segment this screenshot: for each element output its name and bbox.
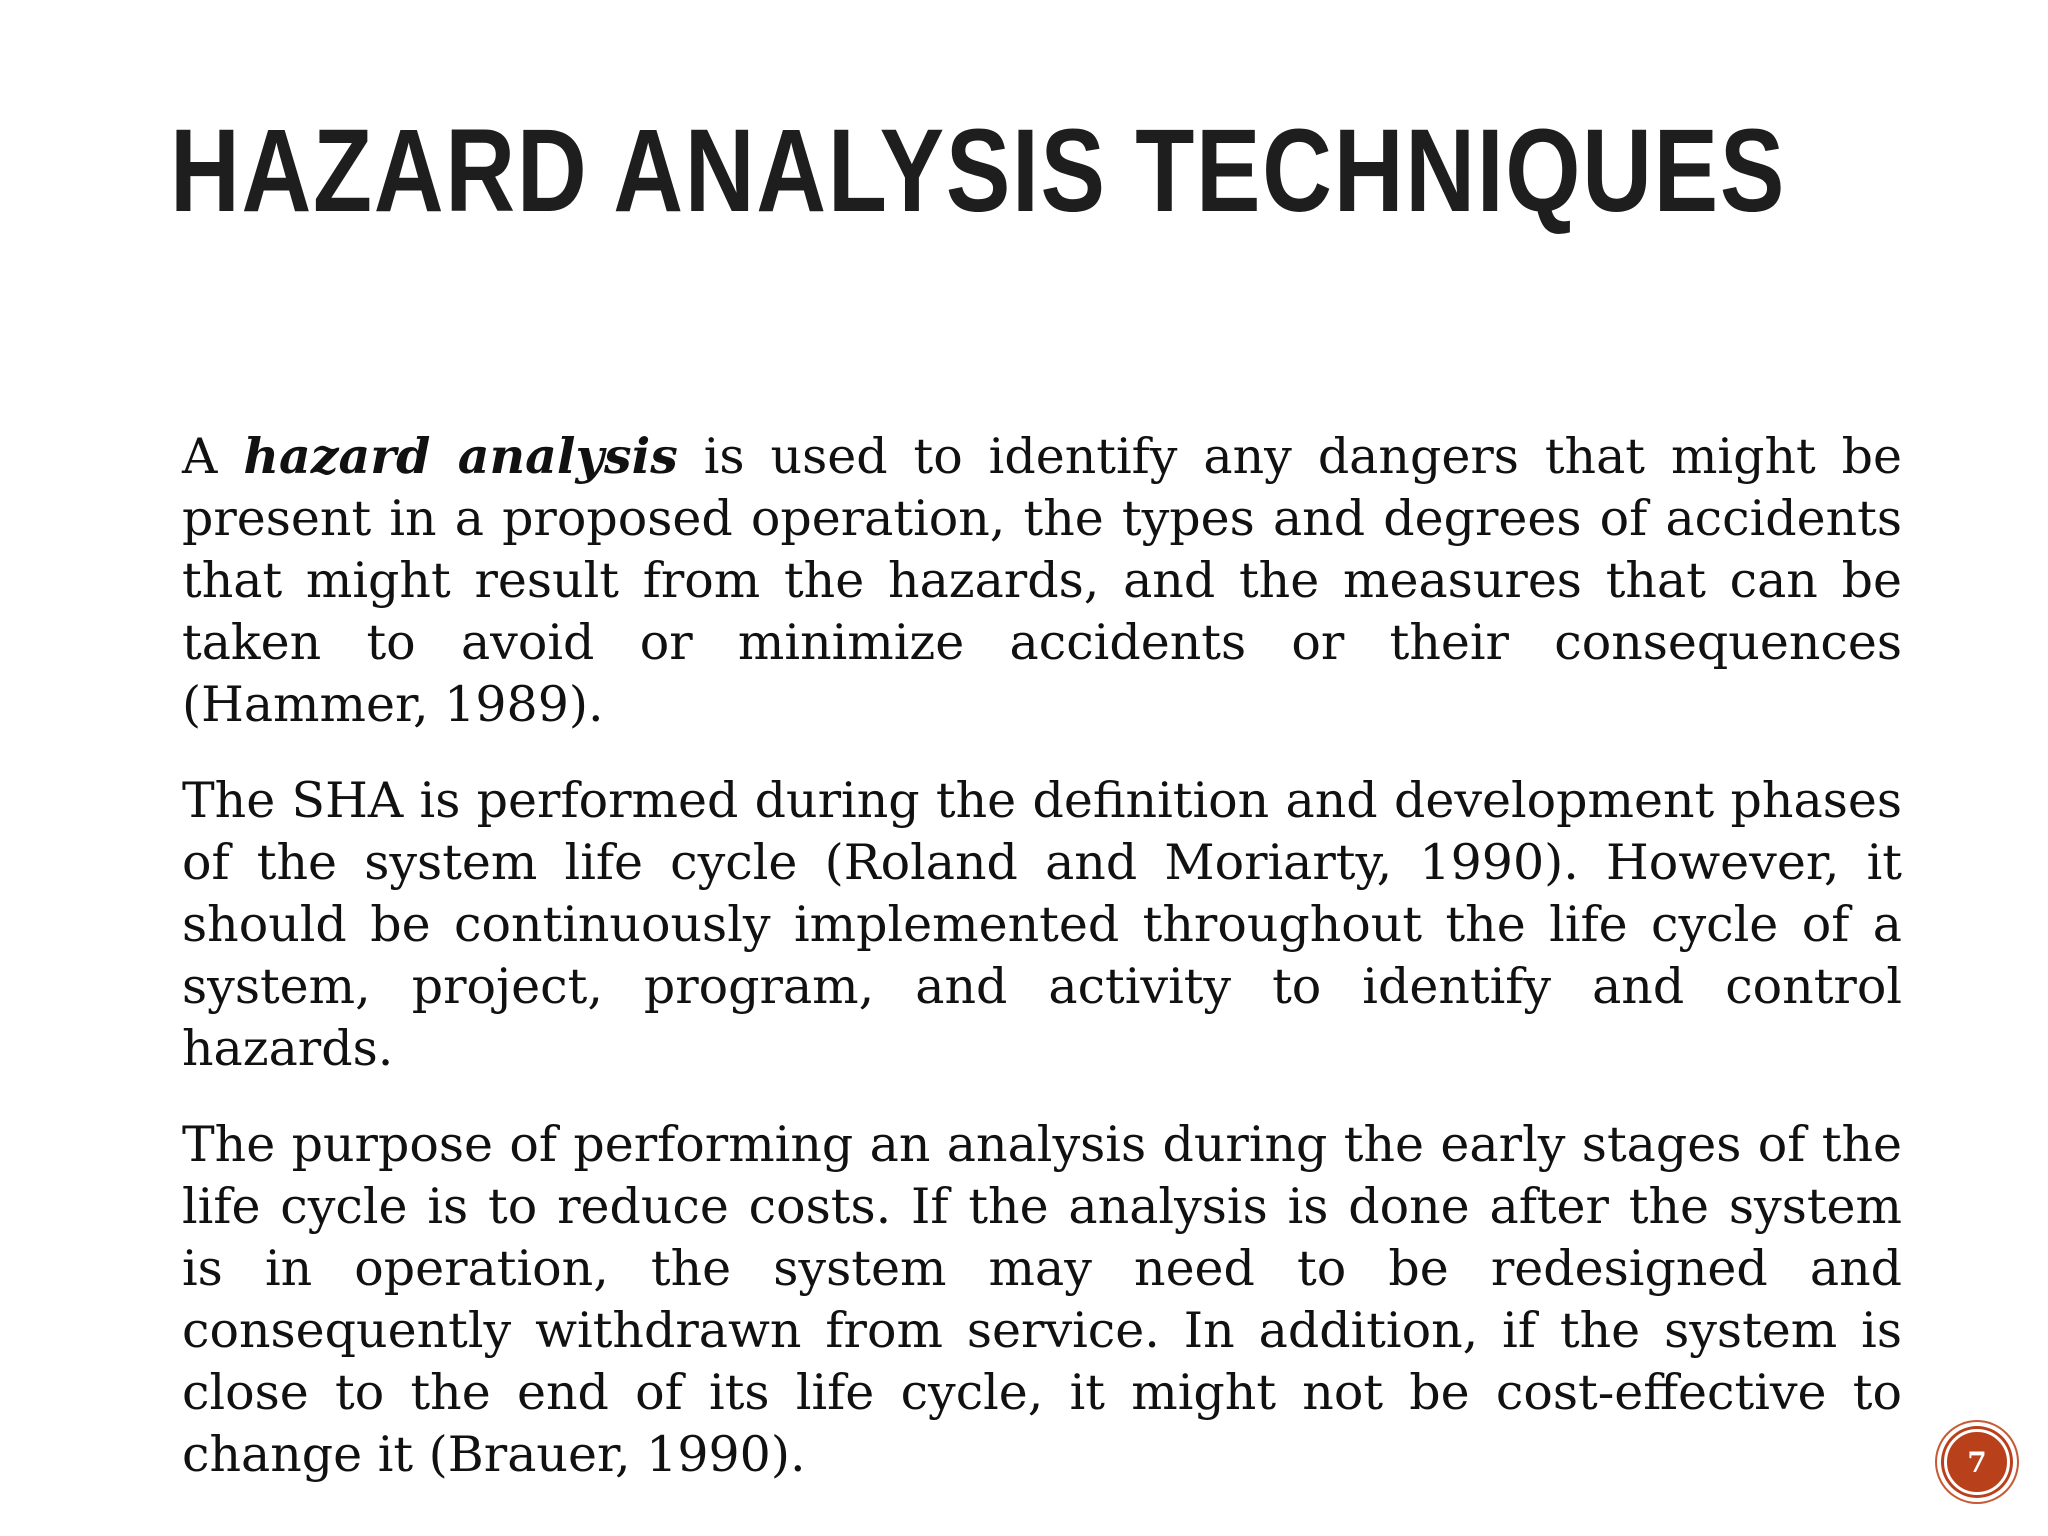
paragraph-3: The purpose of performing an analysis during the early stages of the life cycle is to reduce costs. If the analysis is done after the system is in operation, the system may need to be redesigned and consequently withdrawn from service. In addition, if the system is close to the end of its life cycle, it might not be cost-effective to change it (Brauer, 1990). (182, 1116, 1902, 1483)
slide-title: HAZARD ANALYSIS TECHNIQUES (170, 105, 1787, 237)
paragraph-1-rest: is used to identify any dangers that might be present in a proposed operation, the types and degrees of accidents that might result from the hazards, and the measures that can be taken to avoid or minimize accidents or their consequences (Hammer, 1989). (182, 428, 1903, 733)
page-number-badge (1937, 1422, 2017, 1502)
page-number: 7 (1944, 1429, 2010, 1495)
paragraph-1-emphasis: hazard analysis (243, 427, 678, 485)
paragraph-1-lead: A (182, 428, 244, 485)
paragraph-2: The SHA is performed during the definition and development phases of the system life cycle (Roland and Moriarty, 1990). However, it should be continuously implemented throughout the life cycle of a system, project, program, and activity to identify and control hazards. (182, 772, 1902, 1077)
slide-body (182, 425, 1902, 1520)
paragraph-1 (182, 425, 1902, 736)
